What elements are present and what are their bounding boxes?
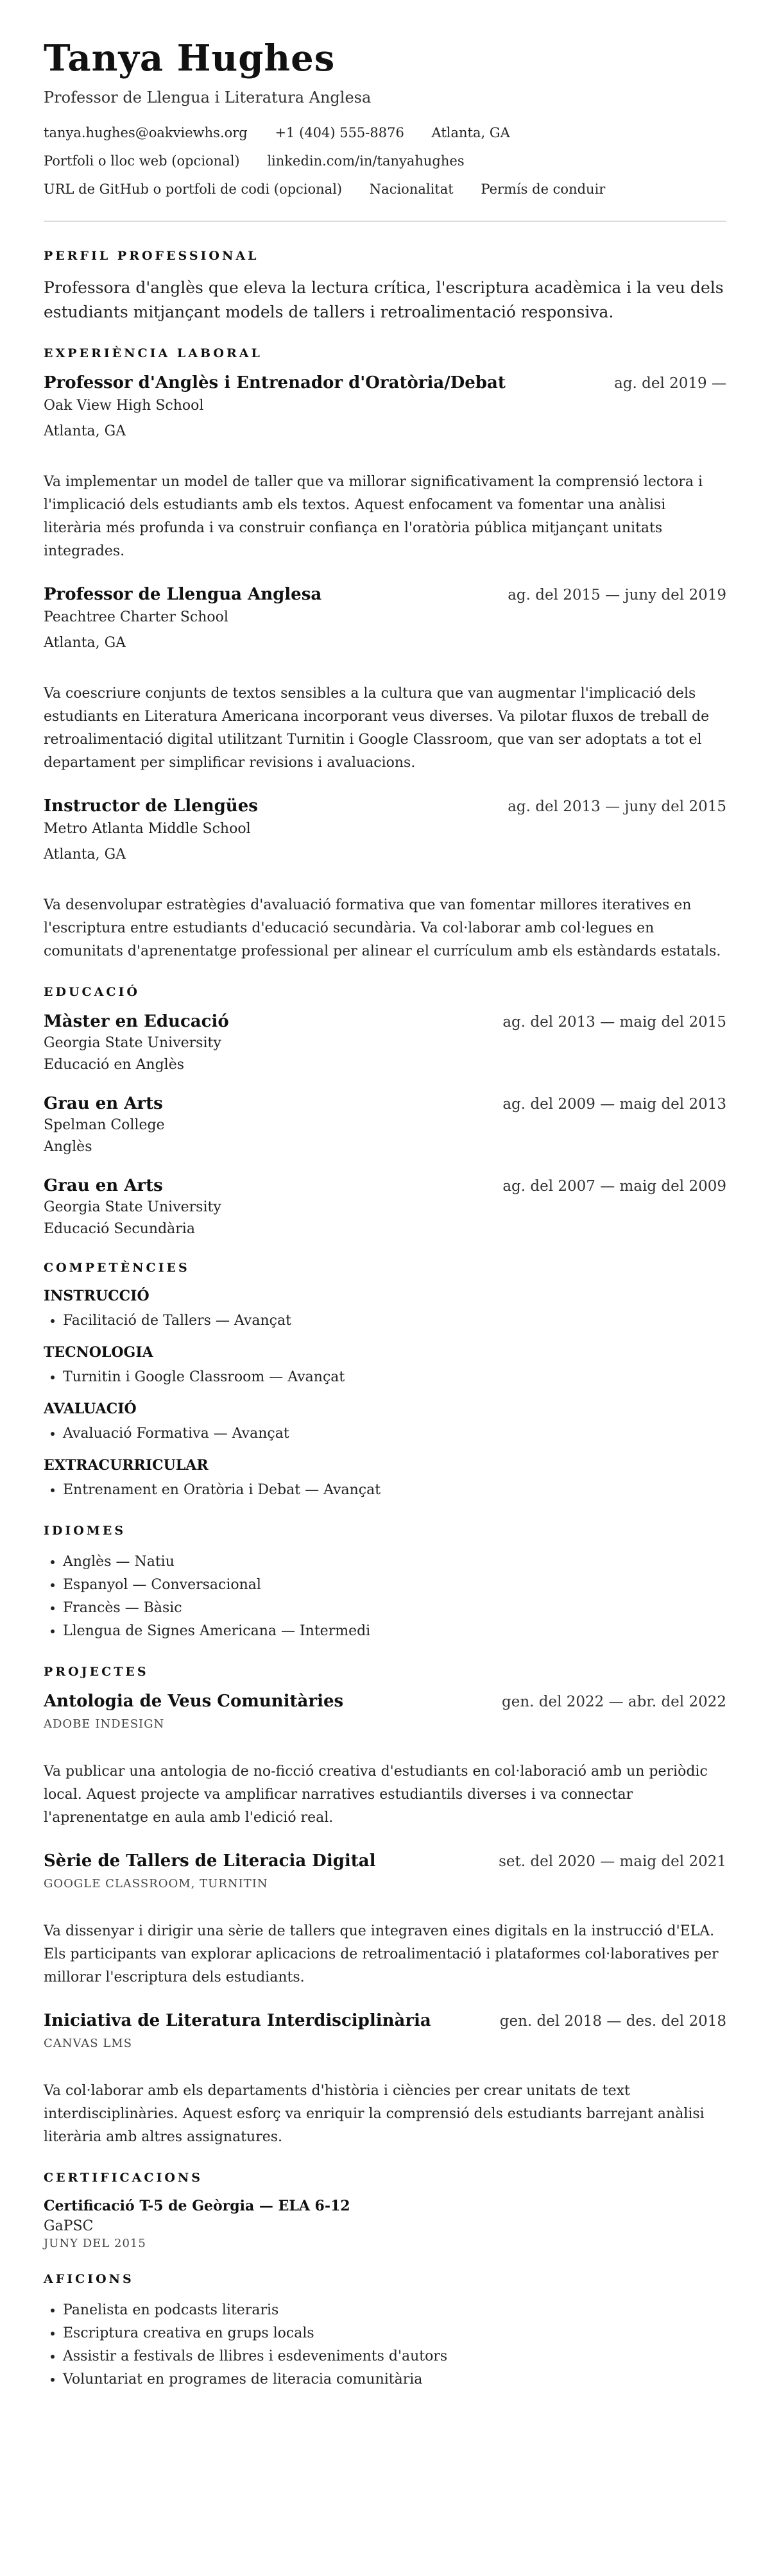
project-dates: gen. del 2018 — des. del 2018	[499, 2013, 726, 2030]
contact-location: Atlanta, GA	[431, 125, 510, 140]
section-title: CERTIFICACIONS	[44, 2171, 203, 2185]
job-employer: Peachtree Charter School	[44, 609, 228, 625]
job-description: Va implementar un model de taller que va millorar significativament la comprensió lectora i l'implicació dels estudiants amb els textos. Aquest enfocament va fomentar una anàlisi literària més profunda i va construir confiança en l'oratòria pública mitjançant unitats integrades.	[44, 474, 703, 559]
experience-entry	[44, 585, 726, 775]
job-title: Professor d'Anglès i Entrenador d'Oratòria/Debat	[44, 373, 506, 392]
job-dates: ag. del 2015 — juny del 2019	[508, 587, 726, 603]
section-title: COMPETÈNCIES	[44, 1261, 190, 1275]
project-name: Sèrie de Tallers de Literacia Digital	[44, 1851, 376, 1871]
contact-portfolio[interactable]: Portfoli o lloc web (opcional)	[44, 153, 240, 169]
job-title: Professor de Llengua Anglesa	[44, 585, 322, 604]
project-tech: GOOGLE CLASSROOM, TURNITIN	[44, 1877, 268, 1890]
section-title: EXPERIÈNCIA LABORAL	[44, 346, 262, 360]
degree-dates: ag. del 2009 — maig del 2013	[502, 1096, 726, 1113]
section-title: PERFIL PROFESSIONAL	[44, 249, 259, 263]
project-tech: ADOBE INDESIGN	[44, 1717, 165, 1731]
job-employer: Metro Atlanta Middle School	[44, 821, 251, 837]
section-title: PROJECTES	[44, 1665, 149, 1679]
skill-category: INSTRUCCIÓ	[44, 1288, 150, 1304]
candidate-headline: Professor de Llengua i Literatura Anglesa	[44, 88, 372, 106]
hobby-item: • Escriptura creativa en grups locals	[63, 2322, 726, 2345]
hobby-list	[44, 2299, 726, 2391]
language-item: • Espanyol — Conversacional	[63, 1574, 726, 1597]
education-entry	[44, 1176, 726, 1239]
contact-row-extra	[44, 180, 726, 199]
skill-item: • Entrenament en Oratòria i Debat — Avançat	[63, 1479, 726, 1502]
section-title: AFICIONS	[44, 2272, 134, 2286]
skill-list	[44, 1422, 726, 1445]
contact-github[interactable]: URL de GitHub o portfoli de codi (opcional)	[44, 181, 343, 197]
project-entry	[44, 2011, 726, 2149]
language-item: • Anglès — Natiu	[63, 1551, 726, 1574]
experience-entry	[44, 373, 726, 563]
contact-license: Permís de conduir	[481, 181, 606, 197]
resume-header	[44, 37, 726, 199]
skill-category: TECNOLOGIA	[44, 1344, 153, 1361]
profile-summary: Professora d'anglès que eleva la lectura crítica, l'escriptura acadèmica i la veu dels estudiants mitjançant models de tallers i retroalimentació responsiva.	[44, 278, 724, 321]
experience-section	[44, 346, 726, 963]
school-name: Georgia State University	[44, 1035, 221, 1051]
project-description: Va dissenyar i dirigir una sèrie de tallers que integraven eines digitals en la instrucció d'ELA. Els participants van explorar aplicacions de retroalimentació i plataformes col·laboratives per millorar l'escriptura dels estudiants.	[44, 1923, 719, 1985]
cert-issuer: GaPSC	[44, 2218, 94, 2234]
skill-item: • Turnitin i Google Classroom — Avançat	[63, 1366, 726, 1389]
header-divider	[44, 221, 726, 222]
project-description: Va col·laborar amb els departaments d'història i ciències per crear unitats de text interdisciplinàries. Aquest esforç va enriquir la comprensió dels estudiants barrejant anàlisi literària amb altres assignatures.	[44, 2083, 705, 2145]
skill-item: • Avaluació Formativa — Avançat	[63, 1422, 726, 1445]
job-location: Atlanta, GA	[44, 423, 126, 439]
education-entry	[44, 1094, 726, 1157]
section-title: EDUCACIÓ	[44, 985, 140, 999]
degree-title: Grau en Arts	[44, 1176, 163, 1195]
degree-title: Grau en Arts	[44, 1094, 163, 1113]
project-description: Va publicar una antologia de no-ficció creativa d'estudiants en col·laboració amb un periòdic local. Aquest projecte va amplificar narratives estudiantils diverses i va connectar l'aprenentatge en aula amb l'edició real.	[44, 1764, 708, 1826]
candidate-name: Tanya Hughes	[44, 37, 336, 80]
job-dates: ag. del 2013 — juny del 2015	[508, 798, 726, 815]
experience-entry	[44, 796, 726, 963]
degree-title: Màster en Educació	[44, 1012, 229, 1031]
skill-item: • Facilitació de Tallers — Avançat	[63, 1309, 726, 1333]
contact-phone[interactable]: +1 (404) 555-8876	[275, 125, 404, 140]
job-description: Va coescriure conjunts de textos sensibles a la cultura que van augmentar l'implicació dels estudiants en Literatura Americana incorporant veus diverses. Va pilotar fluxos de treball de retroalimentació digital utilitzant Turnitin i Google Classroom, que van ser adoptats a tot el departament per simplificar revisions i avaluacions.	[44, 686, 710, 771]
project-dates: set. del 2020 — maig del 2021	[499, 1853, 726, 1870]
project-name: Antologia de Veus Comunitàries	[44, 1692, 344, 1711]
job-location: Atlanta, GA	[44, 635, 126, 651]
degree-field: Anglès	[44, 1139, 92, 1155]
skill-list	[44, 1309, 726, 1333]
job-employer: Oak View High School	[44, 398, 204, 414]
project-entry	[44, 1851, 726, 1989]
skill-list	[44, 1479, 726, 1502]
job-title: Instructor de Llengües	[44, 796, 258, 816]
school-name: Spelman College	[44, 1117, 165, 1133]
language-item: • Llengua de Signes Americana — Intermedi	[63, 1620, 726, 1643]
project-dates: gen. del 2022 — abr. del 2022	[502, 1694, 726, 1710]
contact-email[interactable]: tanya.hughes@oakviewhs.org	[44, 125, 248, 140]
skill-list	[44, 1366, 726, 1389]
school-name: Georgia State University	[44, 1199, 221, 1215]
contact-nationality: Nacionalitat	[369, 181, 454, 197]
project-entry	[44, 1692, 726, 1830]
hobby-item: • Voluntariat en programes de literacia comunitària	[63, 2368, 726, 2391]
hobby-item: • Panelista en podcasts literaris	[63, 2299, 726, 2322]
languages-section	[44, 1524, 726, 1643]
hobbies-section	[44, 2272, 726, 2391]
profile-section	[44, 249, 726, 324]
cert-name: Certificació T-5 de Geòrgia — ELA 6-12	[44, 2198, 350, 2214]
job-location: Atlanta, GA	[44, 846, 126, 863]
degree-field: Educació Secundària	[44, 1221, 195, 1237]
project-tech: CANVAS LMS	[44, 2037, 133, 2050]
skill-category: EXTRACURRICULAR	[44, 1457, 209, 1474]
degree-dates: ag. del 2007 — maig del 2009	[502, 1178, 726, 1195]
hobby-item: • Assistir a festivals de llibres i esdeveniments d'autors	[63, 2345, 726, 2368]
project-name: Iniciativa de Literatura Interdisciplinària	[44, 2011, 431, 2030]
education-section	[44, 985, 726, 1239]
language-item: • Francès — Bàsic	[63, 1597, 726, 1620]
job-description: Va desenvolupar estratègies d'avaluació formativa que van fomentar millores iteratives en l'escriptura entre estudiants d'educació secundària. Va col·laborar amb col·legues en comunitats d'aprenentatge professional per alinear el currículum amb els estàndards estatals.	[44, 897, 721, 959]
job-dates: ag. del 2019 —	[614, 375, 726, 392]
certifications-section	[44, 2171, 726, 2250]
education-entry	[44, 1012, 726, 1075]
projects-section	[44, 1665, 726, 2149]
skill-category: AVALUACIÓ	[44, 1401, 137, 1417]
section-title: IDIOMES	[44, 1524, 126, 1538]
contact-linkedin[interactable]: linkedin.com/in/tanyahughes	[267, 153, 465, 169]
cert-date: JUNY DEL 2015	[44, 2237, 146, 2250]
degree-dates: ag. del 2013 — maig del 2015	[502, 1014, 726, 1031]
degree-field: Educació en Anglès	[44, 1057, 185, 1073]
contact-row-links	[44, 151, 726, 171]
skills-section	[44, 1261, 726, 1502]
language-list	[44, 1551, 726, 1643]
contact-row-primary	[44, 123, 726, 142]
